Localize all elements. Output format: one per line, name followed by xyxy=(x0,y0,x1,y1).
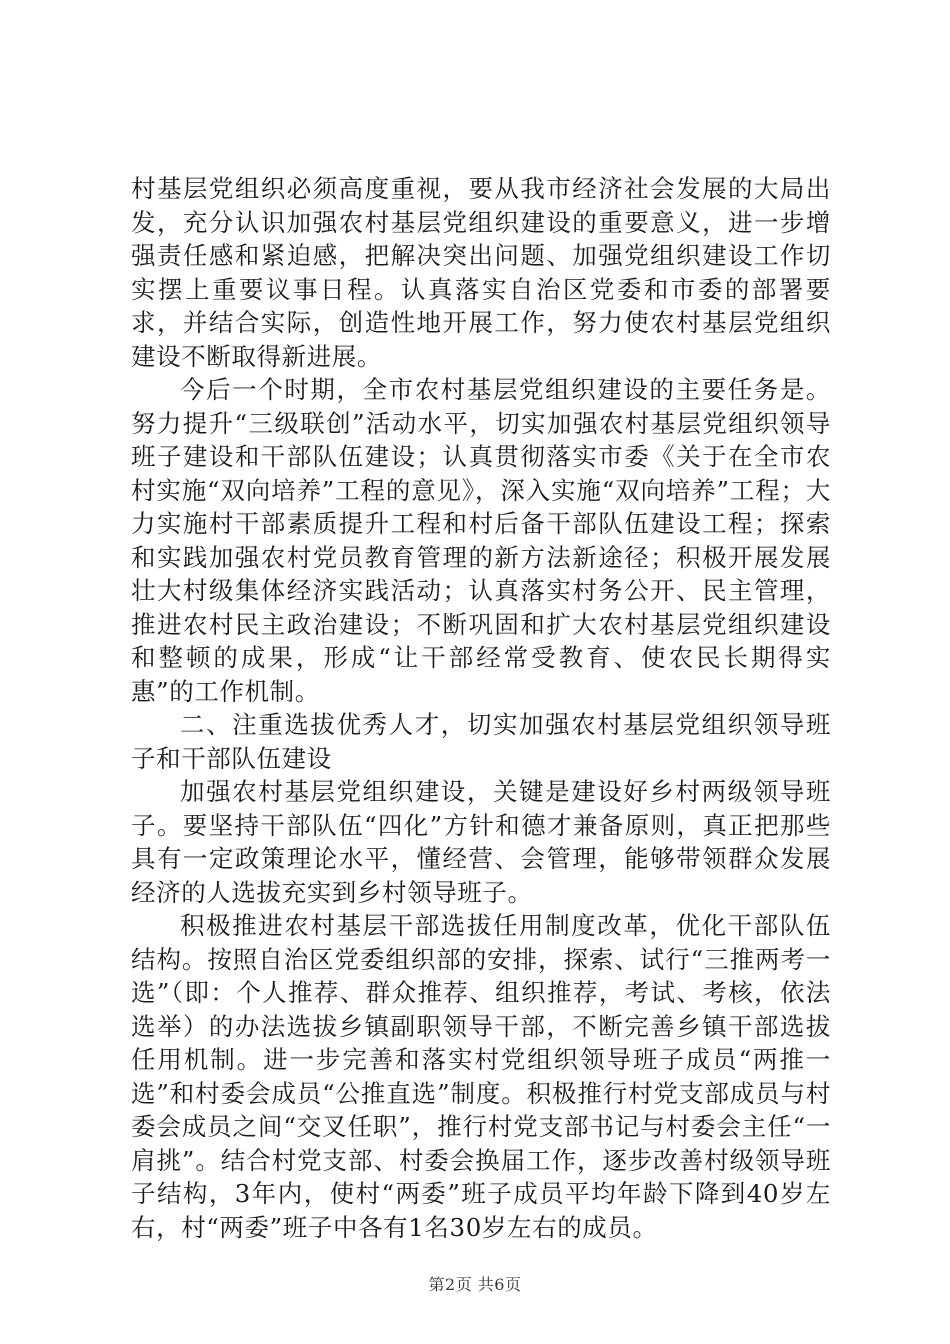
page-number-footer: 第2页 共6页 xyxy=(428,1275,522,1294)
document-body xyxy=(131,172,831,1244)
paragraph-leadership: 加强农村基层党组织建设，关键是建设好乡村两级领导班子。要坚持干部队伍“四化”方针和德才兼备原则，真正把那些具有一定政策理论水平，懂经营、会管理，能够带领群众发展经济的人选拔充实到乡村领导班子。 xyxy=(131,777,831,907)
section-heading-2: 二、注重选拔优秀人才，切实加强农村基层党组织领导班子和干部队伍建设 xyxy=(131,710,831,773)
paragraph-selection-reform: 积极推进农村基层干部选拔任用制度改革，优化干部队伍结构。按照自治区党委组织部的安排，探索、试行“三推两考一选”（即：个人推荐、群众推荐、组织推荐，考试、考核，依法选举）的办法选拔乡镇副职领导干部，不断完善乡镇干部选拔任用机制。进一步完善和落实村党组织领导班子成员“两推一选”和村委会成员“公推直选”制度。积极推行村党支部成员与村委会成员之间“交叉任职”，推行村党支部书记与村委会主任“一肩挑”。结合村党支部、村委会换届工作，逐步改善村级领导班子结构，3年内，使村“两委”班子成员平均年龄下降到40岁左右，村“两委”班子中各有1名30岁左右的成员。 xyxy=(131,911,831,1242)
paragraph-continuation: 村基层党组织必须高度重视，要从我市经济社会发展的大局出发，充分认识加强农村基层党组织建设的重要意义，进一步增强责任感和紧迫感，把解决突出问题、加强党组织建设工作切实摆上重要议事日程。认真落实自治区党委和市委的部署要求，并结合实际，创造性地开展工作，努力使农村基层党组织建设不断取得新进展。 xyxy=(131,174,831,371)
paragraph-main-tasks: 今后一个时期，全市农村基层党组织建设的主要任务是。努力提升“三级联创”活动水平，切实加强农村基层党组织领导班子建设和干部队伍建设；认真贯彻落实市委《关于在全市农村实施“双向培养”工程的意见》，深入实施“双向培养”工程；大力实施村干部素质提升工程和村后备干部队伍建设工程；探索和实践加强农村党员教育管理的新方法新途径；积极开展发展壮大村级集体经济实践活动；认真落实村务公开、民主管理，推进农村民主政治建设；不断巩固和扩大农村基层党组织建设和整顿的成果，形成“让干部经常受教育、使农民长期得实惠”的工作机制。 xyxy=(131,375,831,706)
